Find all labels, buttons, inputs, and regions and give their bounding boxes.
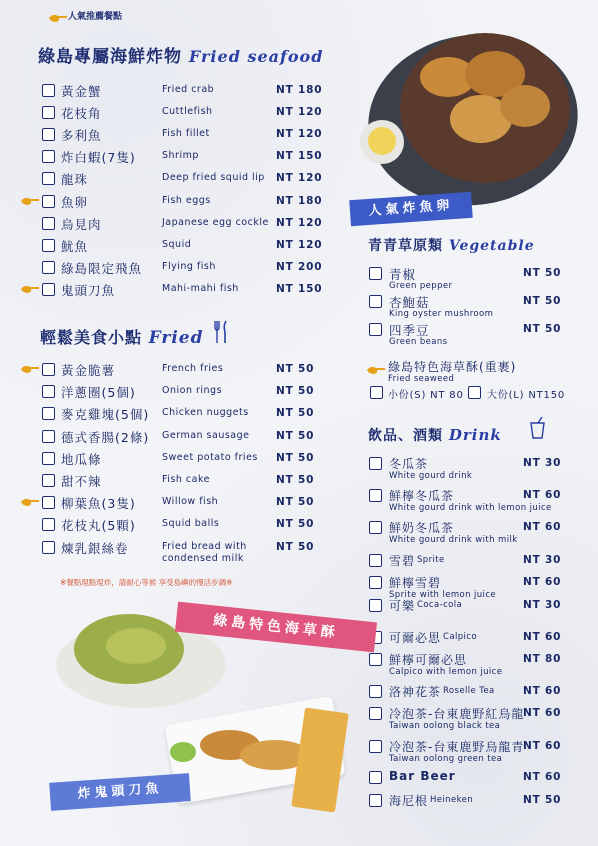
item-name-en-line2: condensed milk	[162, 552, 244, 564]
item-price: NT 30	[523, 457, 562, 469]
item-price: NT 120	[276, 216, 323, 229]
item-name-zh: 洋蔥圈(5個)	[61, 385, 136, 401]
item-name-zh: 冷泡茶-台東鹿野烏龍青	[389, 740, 525, 754]
item-price: NT 80	[523, 653, 562, 665]
item-price: NT 30	[523, 599, 562, 611]
menu-item-row[interactable]	[0, 237, 340, 255]
item-checkbox[interactable]	[369, 576, 382, 589]
item-name-en: Sprite	[417, 555, 445, 565]
item-price: NT 60	[523, 771, 562, 783]
pointing-hand-icon	[366, 360, 386, 370]
item-price: NT 60	[523, 576, 562, 588]
menu-item-row[interactable]	[0, 215, 340, 233]
item-name-en: Willow fish	[162, 496, 219, 508]
item-name-zh: 雪碧	[389, 554, 416, 568]
item-price: NT 50	[276, 407, 315, 420]
item-checkbox[interactable]	[369, 771, 382, 784]
item-price: NT 60	[523, 489, 562, 501]
item-name-en: Taiwan oolong green tea	[389, 754, 503, 764]
item-checkbox[interactable]	[42, 385, 55, 398]
item-name-en: Roselle Tea	[443, 686, 495, 696]
seaweed-small-checkbox[interactable]	[370, 386, 383, 399]
item-price: NT 60	[523, 707, 562, 719]
fish-roe-photo	[360, 5, 580, 185]
menu-item-row[interactable]	[0, 193, 340, 211]
item-price: NT 50	[276, 363, 315, 375]
item-name-zh: 鮮檸冬瓜茶	[389, 489, 455, 503]
seaweed-large-checkbox[interactable]	[468, 386, 481, 399]
item-price: NT 50	[276, 540, 315, 553]
item-name-zh: 四季豆	[389, 323, 430, 338]
item-name-zh: 可爾必思	[389, 631, 442, 645]
item-name-zh: 綠島限定飛魚	[61, 260, 143, 276]
item-name-en: Squid	[162, 238, 192, 250]
item-price: NT 50	[276, 385, 315, 398]
item-price: NT 50	[523, 295, 562, 307]
item-name-en: Sweet potato fries	[162, 451, 258, 463]
item-checkbox[interactable]	[369, 323, 382, 336]
item-name-en: Calpico with lemon juice	[389, 667, 503, 677]
menu-item-row[interactable]	[0, 104, 340, 122]
item-name-en: French fries	[162, 363, 224, 374]
notice-text: ※餐點現點現炸，請耐心等候 享受島嶼的慢活步調※	[60, 578, 233, 587]
item-name-zh: 可樂	[389, 599, 416, 613]
item-price: NT 50	[523, 794, 562, 806]
item-checkbox[interactable]	[42, 150, 55, 163]
item-price: NT 50	[523, 267, 562, 279]
item-name-zh: 甜不辣	[61, 474, 102, 489]
menu-item-row[interactable]	[0, 148, 340, 166]
menu-item-row[interactable]	[0, 574, 598, 600]
item-checkbox[interactable]	[369, 653, 382, 666]
item-name-zh: 炸白蝦(7隻)	[61, 150, 136, 166]
vegetable-title-en: Vegetable	[448, 238, 535, 254]
item-name-zh: Bar Beer	[389, 769, 456, 783]
item-name-zh: 花枝丸(5顆)	[61, 518, 136, 534]
item-name-en: Taiwan oolong black tea	[389, 721, 501, 731]
item-price: NT 50	[276, 518, 315, 531]
item-name-zh: 魚卵	[61, 194, 89, 210]
item-name-en: Onion rings	[162, 385, 223, 397]
menu-item-row[interactable]	[0, 293, 598, 319]
item-name-zh: 海尼根	[389, 794, 429, 808]
snacks-title-zh: 輕鬆美食小點	[40, 328, 143, 347]
pointing-hand-icon	[20, 364, 40, 374]
item-checkbox[interactable]	[42, 363, 55, 376]
item-name-zh: 鮮檸雪碧	[389, 576, 442, 590]
item-price: NT 120	[276, 128, 323, 141]
item-name-en: Fish eggs	[162, 194, 211, 206]
fish-roe-banner: 人氣炸魚卵	[349, 192, 473, 226]
item-name-en: Chicken nuggets	[162, 407, 249, 419]
item-name-en: Fried bread with	[162, 540, 247, 552]
item-name-en: Green pepper	[389, 281, 453, 291]
item-name-en: Calpico	[443, 632, 477, 642]
item-name-zh: 德式香腸(2條)	[61, 429, 150, 445]
item-name-zh: 冷泡茶-台東鹿野紅烏龍	[389, 707, 525, 721]
pointing-hand-icon	[48, 8, 68, 18]
item-name-zh: 麥克雞塊(5個)	[61, 407, 150, 423]
item-name-zh: 杏鮑菇	[389, 295, 430, 310]
item-checkbox[interactable]	[369, 295, 382, 308]
item-name-en: Deep fried squid lip	[162, 172, 265, 184]
menu-item-row[interactable]	[0, 361, 340, 379]
item-name-en: Fish cake	[162, 474, 210, 485]
item-price: NT 150	[276, 150, 323, 163]
item-name-en: Fish fillet	[162, 128, 210, 140]
item-price: NT 50	[276, 429, 315, 442]
menu-item-row[interactable]	[0, 405, 340, 423]
seaweed-name: 綠島特色海草酥(重裹)	[388, 360, 517, 374]
menu-item-row[interactable]	[0, 487, 598, 513]
item-price: NT 180	[276, 84, 323, 96]
snacks-title-en: Fried	[148, 328, 204, 348]
item-price: NT 180	[276, 194, 323, 207]
menu-item-row[interactable]	[0, 126, 340, 144]
item-checkbox[interactable]	[42, 407, 55, 420]
item-checkbox[interactable]	[42, 84, 55, 97]
seafood-title-zh: 綠島專屬海鮮炸物	[38, 47, 182, 67]
menu-item-row[interactable]	[0, 321, 598, 347]
item-name-en: White gourd drink	[389, 471, 473, 481]
menu-item-row[interactable]	[0, 519, 598, 545]
item-price: NT 200	[276, 260, 323, 273]
item-name-en: Japanese egg cockle	[162, 216, 269, 228]
seaweed-small-price: 小份(S) NT 80	[388, 390, 464, 401]
item-name-en: Shrimp	[162, 150, 199, 162]
item-name-zh: 青椒	[389, 267, 417, 282]
item-checkbox[interactable]	[369, 457, 382, 470]
item-price: NT 50	[276, 474, 315, 486]
seafood-section-title	[38, 42, 323, 67]
item-name-en: King oyster mushroom	[389, 309, 494, 319]
item-checkbox[interactable]	[369, 521, 382, 534]
seafood-title-en: Fried seafood	[188, 47, 324, 66]
item-price: NT 60	[523, 521, 562, 533]
item-name-en: Cuttlefish	[162, 106, 213, 118]
item-name-zh: 黃金蟹	[61, 84, 102, 99]
item-checkbox[interactable]	[369, 267, 382, 280]
item-checkbox[interactable]	[42, 217, 55, 230]
item-price: NT 50	[523, 323, 562, 335]
menu-item-row[interactable]	[0, 383, 340, 401]
item-checkbox[interactable]	[42, 474, 55, 487]
item-name-en: Coca-cola	[417, 600, 463, 610]
item-name-zh: 多利魚	[61, 128, 102, 144]
drink-title-en: Drink	[448, 426, 502, 444]
item-checkbox[interactable]	[369, 740, 382, 753]
item-price: NT 60	[523, 631, 562, 643]
item-price: NT 30	[523, 554, 562, 566]
item-name-zh: 鮮檸可爾必思	[389, 653, 468, 667]
item-price: NT 50	[276, 496, 315, 509]
item-name-zh: 柳葉魚(3隻)	[61, 496, 136, 512]
item-name-en: White gourd drink with milk	[389, 535, 518, 545]
item-name-zh: 鮮奶冬瓜茶	[389, 521, 455, 535]
item-checkbox[interactable]	[42, 172, 55, 185]
item-name-zh: 鬼頭刀魚	[61, 282, 116, 298]
item-name-zh: 煉乳銀絲卷	[61, 540, 129, 556]
menu-item-row[interactable]	[0, 82, 340, 100]
mahi-banner: 炸鬼頭刀魚	[49, 773, 191, 811]
item-name-zh: 魷魚	[61, 238, 89, 254]
item-name-zh: 冬瓜茶	[389, 457, 429, 471]
item-name-en: Sprite with lemon juice	[389, 590, 497, 600]
item-name-zh: 洛神花茶	[389, 685, 442, 699]
item-checkbox[interactable]	[369, 599, 382, 612]
item-price: NT 150	[276, 282, 323, 295]
item-checkbox[interactable]	[42, 195, 55, 208]
item-checkbox[interactable]	[42, 128, 55, 141]
seaweed-banner: 綠島特色海草酥	[175, 602, 377, 653]
item-price: NT 60	[523, 740, 562, 752]
seaweed-en: Fried seaweed	[388, 374, 455, 384]
item-name-zh: 龍珠	[61, 172, 89, 188]
item-name-zh: 烏見肉	[61, 216, 102, 232]
item-price: NT 50	[276, 451, 315, 464]
vegetable-section-title	[368, 235, 535, 255]
drink-title-zh: 飲品、酒類	[368, 428, 443, 444]
item-name-en: White gourd drink with lemon juice	[389, 503, 552, 513]
item-price: NT 120	[276, 238, 323, 251]
item-name-en: German sausage	[162, 429, 250, 441]
item-checkbox[interactable]	[369, 685, 382, 698]
fork-photo	[280, 690, 350, 820]
item-name-zh: 黃金脆薯	[61, 363, 116, 378]
menu-item-row[interactable]	[0, 170, 340, 188]
item-name-zh: 花枝角	[61, 106, 102, 122]
item-checkbox[interactable]	[369, 489, 382, 502]
item-name-en: Flying fish	[162, 260, 216, 272]
item-name-en: Squid balls	[162, 518, 220, 530]
item-name-en: Fried crab	[162, 84, 215, 95]
item-checkbox[interactable]	[369, 707, 382, 720]
item-name-en: Heineken	[430, 795, 474, 805]
item-price: NT 60	[523, 685, 562, 697]
item-checkbox[interactable]	[369, 554, 382, 567]
vegetable-title-zh: 青青草原類	[368, 238, 443, 254]
menu-item-row[interactable]	[0, 428, 340, 446]
pointing-hand-icon	[20, 196, 40, 206]
menu-item-row[interactable]	[0, 552, 598, 570]
item-price: NT 120	[276, 172, 323, 185]
recommend-tag: 人氣推薦餐點	[68, 12, 123, 22]
drink-section-title	[368, 425, 502, 445]
item-name-zh: 地瓜條	[61, 451, 102, 467]
drink-cup-icon	[528, 416, 548, 444]
item-price: NT 120	[276, 106, 323, 119]
item-checkbox[interactable]	[42, 430, 55, 443]
item-checkbox[interactable]	[42, 239, 55, 252]
item-name-en: Mahi-mahi fish	[162, 282, 239, 294]
seaweed-large-price: 大份(L) NT150	[487, 390, 566, 401]
item-checkbox[interactable]	[42, 106, 55, 119]
item-name-en: Green beans	[389, 337, 448, 347]
item-checkbox[interactable]	[369, 794, 382, 807]
